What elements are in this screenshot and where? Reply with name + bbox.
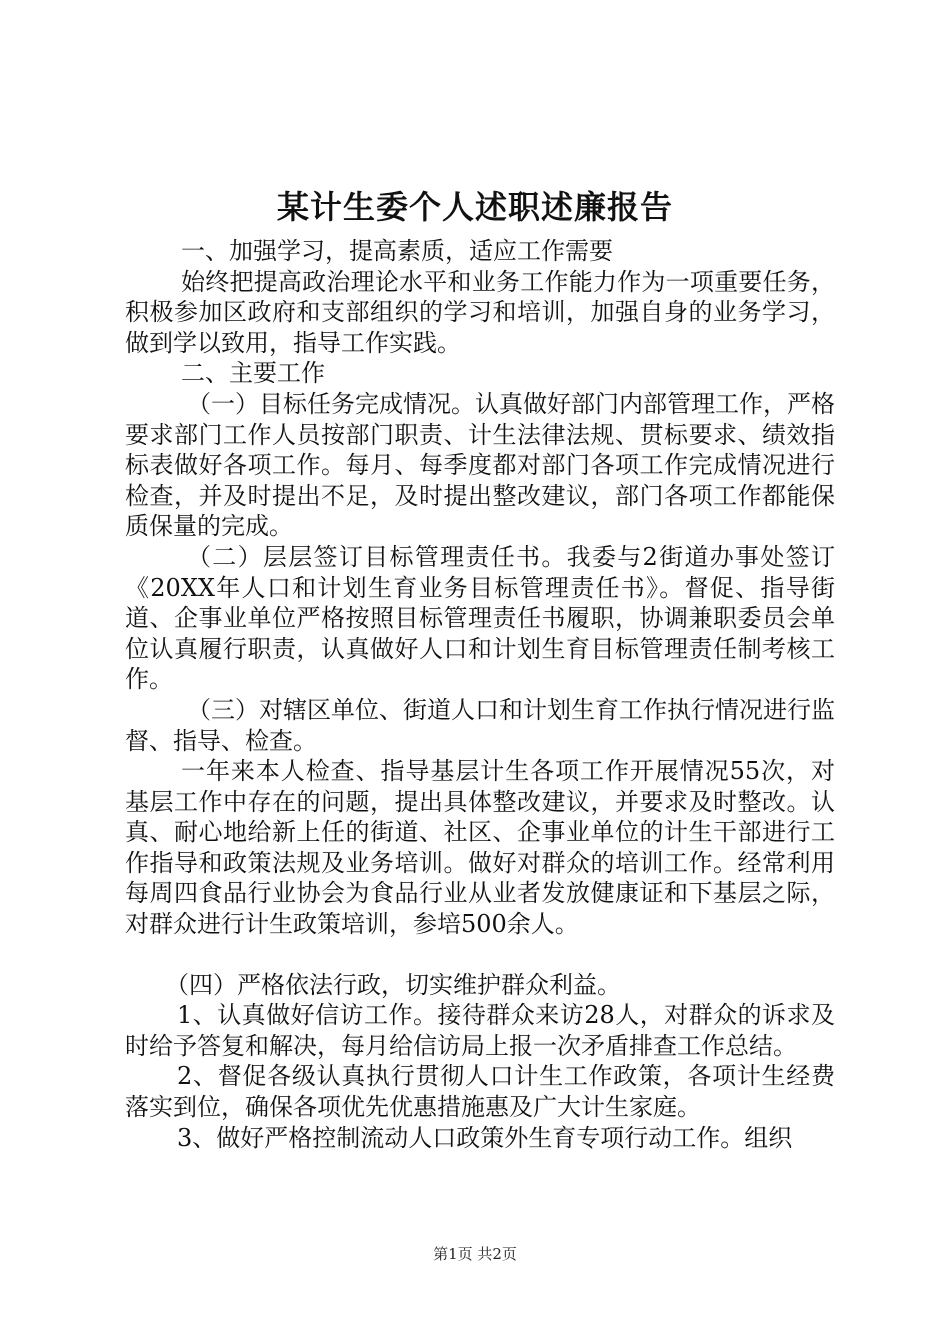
list-item: 2、督促各级认真执行贯彻人口计生工作政策，各项计生经费落实到位，确保各项优先优惠措施惠及广大计生家庭。 bbox=[125, 1062, 835, 1122]
page-number-footer: 第1页 共2页 bbox=[433, 1245, 517, 1263]
section-heading-1: 一、加强学习，提高素质，适应工作需要 bbox=[181, 237, 613, 265]
list-item: 3、做好严格控制流动人口政策外生育专项行动工作。组织 bbox=[177, 1123, 793, 1152]
paragraph: （三）对辖区单位、街道人口和计划生育工作执行情况进行监督、指导、检查。 bbox=[125, 695, 835, 755]
document-body bbox=[125, 236, 835, 1153]
paragraph: （一）目标任务完成情况。认真做好部门内部管理工作，严格要求部门工作人员按部门职责、计生法律法规、贯标要求、绩效指标表做好各项工作。每月、每季度都对部门各项工作完成情况进行检查，并及时提出不足，及时提出整改建议，部门各项工作都能保质保量的完成。 bbox=[125, 389, 835, 541]
document-title: 某计生委个人述职述廉报告 bbox=[276, 188, 673, 226]
paragraph: 始终把提高政治理论水平和业务工作能力作为一项重要任务，积极参加区政府和支部组织的学习和培训，加强自身的业务学习，做到学以致用，指导工作实践。 bbox=[125, 267, 835, 357]
paragraph: 一年来本人检查、指导基层计生各项工作开展情况55次，对基层工作中存在的问题，提出具体整改建议，并要求及时整改。认真、耐心地给新上任的街道、社区、企事业单位的计生干部进行工作指导和政策法规及业务培训。做好对群众的培训工作。经常利用每周四食品行业协会为食品行业从业者发放健康证和下基层之际，对群众进行计生政策培训，参培500余人。 bbox=[125, 757, 835, 939]
list-item: 1、认真做好信访工作。接待群众来访28人，对群众的诉求及时给予答复和解决，每月给信访局上报一次矛盾排查工作总结。 bbox=[125, 1001, 835, 1060]
section-heading-2: 二、主要工作 bbox=[181, 359, 325, 388]
paragraph-gap bbox=[125, 940, 835, 970]
subsection-heading: （四）严格依法行政，切实维护群众利益。 bbox=[165, 970, 621, 999]
paragraph: （二）层层签订目标管理责任书。我委与2街道办事处签订《20XX年人口和计划生育业务目标管理责任书》。督促、指导街道、企事业单位严格按照目标管理责任书履职，协调兼职委员会单位认真履行职责，认真做好人口和计划生育目标管理责任制考核工作。 bbox=[125, 542, 835, 694]
